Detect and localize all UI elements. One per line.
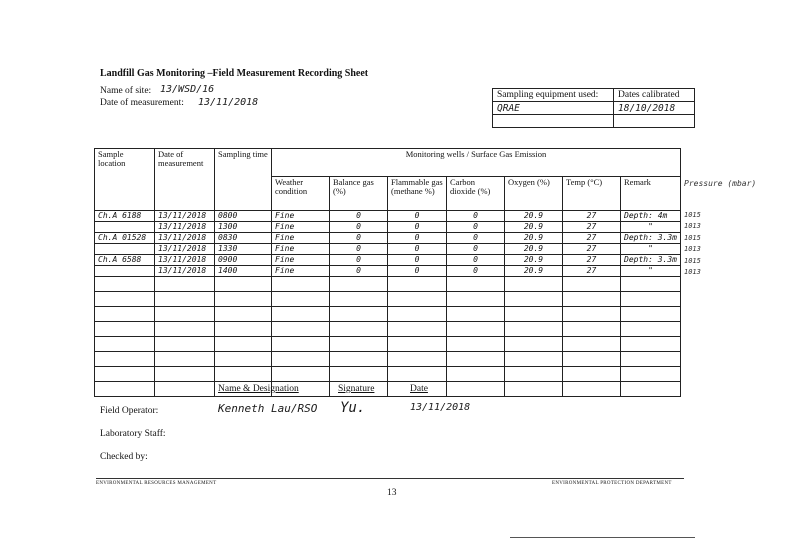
cell-co2: 0 <box>447 266 505 277</box>
cell-date: 13/11/2018 <box>155 255 215 266</box>
pressure-value: 1013 <box>684 222 701 230</box>
cell-flammable: 0 <box>388 255 447 266</box>
field-operator-signature: Yu. <box>340 400 366 416</box>
table-row <box>95 233 681 244</box>
cell-co2: 0 <box>447 233 505 244</box>
site-label: Name of site: <box>100 86 152 96</box>
cell-location <box>95 222 155 233</box>
header-sample-location: Sample location <box>95 149 155 211</box>
cell-balance: 0 <box>330 222 388 233</box>
cell-co2: 0 <box>447 222 505 233</box>
name-designation-header: Name & Designation <box>218 384 299 394</box>
cell-remark: " <box>621 222 681 233</box>
cell-oxygen: 20.9 <box>505 266 563 277</box>
cell-weather: Fine <box>272 255 330 266</box>
lab-staff-label: Laboratory Staff: <box>100 429 166 439</box>
cell-oxygen: 20.9 <box>505 244 563 255</box>
cell-co2: 0 <box>447 255 505 266</box>
cell-oxygen: 20.9 <box>505 255 563 266</box>
header-carbon-dioxide: Carbon dioxide (%) <box>447 177 505 211</box>
cell-weather: Fine <box>272 244 330 255</box>
header-temp: Temp (°C) <box>563 177 621 211</box>
header-sampling-time: Sampling time <box>215 149 272 211</box>
table-row <box>95 211 681 222</box>
cell-temp: 27 <box>563 233 621 244</box>
table-row-empty <box>95 322 681 337</box>
cell-temp: 27 <box>563 255 621 266</box>
cell-time: 0830 <box>215 233 272 244</box>
header-monitoring-group: Monitoring wells / Surface Gas Emission <box>272 149 681 177</box>
site-value: 13/WSD/16 <box>160 84 215 95</box>
measurement-table <box>94 148 681 397</box>
cell-flammable: 0 <box>388 211 447 222</box>
pressure-value: 1015 <box>684 257 701 265</box>
table-row-empty <box>95 307 681 322</box>
sheet-title: Landfill Gas Monitoring –Field Measurement Recording Sheet <box>100 68 369 79</box>
cell-weather: Fine <box>272 222 330 233</box>
cell-date: 13/11/2018 <box>155 211 215 222</box>
cell-date: 13/11/2018 <box>155 222 215 233</box>
cell-location: Ch.A 6188 <box>95 211 155 222</box>
table-row-empty <box>95 337 681 352</box>
table-row <box>95 222 681 233</box>
footer-rule <box>96 478 684 479</box>
cell-remark: Depth: 3.3m <box>621 255 681 266</box>
equipment-header: Sampling equipment used: <box>493 89 614 102</box>
field-operator-name: Kenneth Lau/RSO <box>218 402 318 415</box>
field-operator-label: Field Operator: <box>100 406 159 416</box>
date-label: Date of measurement: <box>100 98 184 108</box>
cell-balance: 0 <box>330 244 388 255</box>
cell-weather: Fine <box>272 233 330 244</box>
signature-header: Signature <box>338 384 375 394</box>
cell-temp: 27 <box>563 222 621 233</box>
cell-flammable: 0 <box>388 222 447 233</box>
cell-date: 13/11/2018 <box>155 233 215 244</box>
pressure-value: 1015 <box>684 234 701 242</box>
table-row-empty <box>95 292 681 307</box>
cell-oxygen: 20.9 <box>505 222 563 233</box>
cell-weather: Fine <box>272 266 330 277</box>
date-value: 13/11/2018 <box>198 97 259 108</box>
cell-flammable: 0 <box>388 244 447 255</box>
cell-flammable: 0 <box>388 266 447 277</box>
pressure-header: Pressure (mbar) <box>684 179 757 188</box>
calibrated-header: Dates calibrated <box>614 89 695 102</box>
page-number: 13 <box>387 488 397 498</box>
table-row-empty <box>95 352 681 367</box>
calibrated-value: 18/10/2018 <box>614 102 695 115</box>
pressure-value: 1013 <box>684 245 701 253</box>
cell-date: 13/11/2018 <box>155 244 215 255</box>
header-flammable: Flammable gas (methane %) <box>388 177 447 211</box>
cell-oxygen: 20.9 <box>505 211 563 222</box>
cell-time: 1330 <box>215 244 272 255</box>
cell-location: Ch.A 01528 <box>95 233 155 244</box>
cell-time: 1300 <box>215 222 272 233</box>
pressure-value: 1013 <box>684 268 701 276</box>
equipment-value: QRAE <box>493 102 614 115</box>
cell-location: Ch.A 6588 <box>95 255 155 266</box>
equipment-empty-cell <box>493 115 614 128</box>
table-row-empty <box>95 277 681 292</box>
cell-flammable: 0 <box>388 233 447 244</box>
cell-time: 0900 <box>215 255 272 266</box>
scan-line <box>510 537 695 538</box>
cell-co2: 0 <box>447 244 505 255</box>
table-row-empty <box>95 382 681 397</box>
pressure-value: 1015 <box>684 211 701 219</box>
cell-balance: 0 <box>330 266 388 277</box>
cell-time: 0800 <box>215 211 272 222</box>
cell-time: 1400 <box>215 266 272 277</box>
header-remark: Remark <box>621 177 681 211</box>
cell-co2: 0 <box>447 211 505 222</box>
cell-remark: Depth: 4m <box>621 211 681 222</box>
equipment-empty-cell <box>614 115 695 128</box>
cell-remark: " <box>621 266 681 277</box>
table-row <box>95 255 681 266</box>
checked-by-label: Checked by: <box>100 452 148 462</box>
header-weather: Weather condition <box>272 177 330 211</box>
header-oxygen: Oxygen (%) <box>505 177 563 211</box>
cell-location <box>95 244 155 255</box>
cell-location <box>95 266 155 277</box>
cell-temp: 27 <box>563 244 621 255</box>
cell-temp: 27 <box>563 266 621 277</box>
cell-remark: " <box>621 244 681 255</box>
header-date-of-measurement: Date of measurement <box>155 149 215 211</box>
table-row <box>95 266 681 277</box>
date-header: Date <box>410 384 428 394</box>
footer-left: ENVIRONMENTAL RESOURCES MANAGEMENT <box>96 481 217 486</box>
cell-temp: 27 <box>563 211 621 222</box>
field-operator-date: 13/11/2018 <box>410 402 471 413</box>
cell-balance: 0 <box>330 233 388 244</box>
cell-balance: 0 <box>330 255 388 266</box>
table-row <box>95 244 681 255</box>
cell-balance: 0 <box>330 211 388 222</box>
cell-oxygen: 20.9 <box>505 233 563 244</box>
table-row-empty <box>95 367 681 382</box>
footer-right: ENVIRONMENTAL PROTECTION DEPARTMENT <box>552 481 672 486</box>
cell-weather: Fine <box>272 211 330 222</box>
header-balance-gas: Balance gas (%) <box>330 177 388 211</box>
equipment-table <box>492 88 695 128</box>
cell-date: 13/11/2018 <box>155 266 215 277</box>
cell-remark: Depth: 3.3m <box>621 233 681 244</box>
